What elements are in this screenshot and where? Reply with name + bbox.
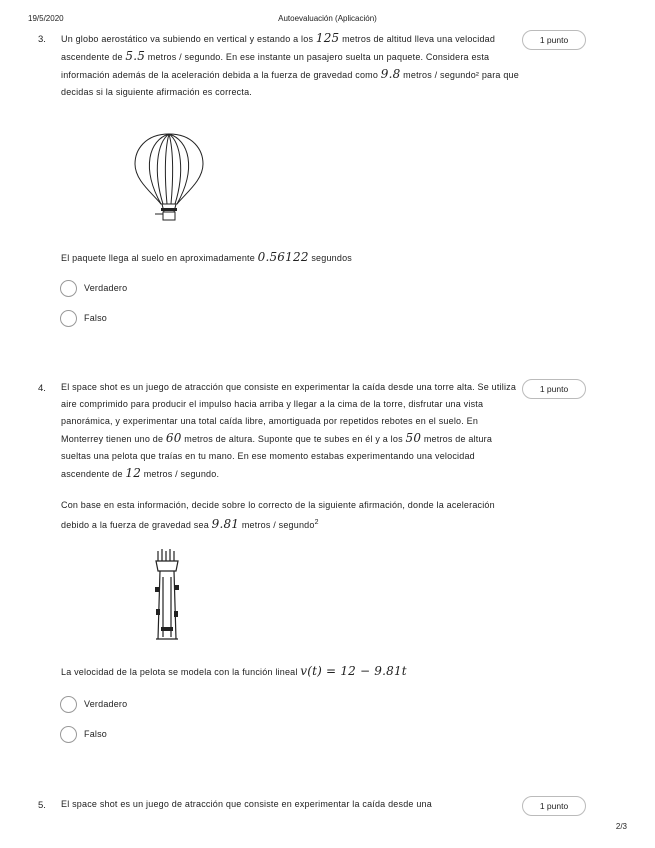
radio-button[interactable]	[60, 310, 77, 327]
math-number: 9.8	[380, 67, 401, 81]
math-number: 0.56122	[257, 250, 309, 264]
text-part: El space shot es un juego de atracción que consiste en experimentar la caída desde una torre alta. Se utiliza aire comprimido para producir el impulso hacia arriba y llegar a la cima de la torre, disfrutar una vista panorámica, y experimentar una total caída libre, amortiguada por repetidos rebotes en el suelo. En Monterrey tienen uno de	[61, 382, 517, 444]
superscript: 2	[314, 519, 319, 526]
option-label: Falso	[84, 313, 108, 323]
points-badge: 1 punto	[522, 796, 586, 816]
math-number: 12	[125, 466, 142, 480]
text-part: metros de altura sueltas una pelota que traías en tu mano. En ese momento estabas experimentando una velocidad ascendente de	[61, 434, 493, 479]
question-number: 5.	[38, 800, 46, 811]
question-text	[61, 379, 521, 483]
text-part: metros / segundo. En ese instante un pasajero suelta un paquete. Considera esta información además de la aceleración debida a la fuerza de gravedad como	[61, 52, 490, 80]
option-label: Verdadero	[84, 283, 128, 293]
space-shot-tower-icon	[152, 547, 182, 643]
question-text: El space shot es un juego de atracción que consiste en experimentar la caída desde una	[61, 799, 432, 809]
text-part: metros / segundo² para que decidas si la siguiente afirmación es correcta.	[61, 70, 519, 97]
text-part: Con base en esta información, decide sobre lo correcto de la siguiente afirmación, donde la aceleración debido a la fuerza de gravedad sea	[61, 500, 495, 530]
math-number: 5.5	[125, 49, 146, 63]
text-part: El paquete llega al suelo en aproximadamente	[61, 253, 258, 263]
hot-air-balloon-icon	[133, 132, 205, 224]
radio-button[interactable]	[60, 726, 77, 743]
math-number: 60	[165, 431, 182, 445]
text-part: La velocidad de la pelota se modela con la función lineal	[61, 667, 301, 677]
text-part: Un globo aerostático va subiendo en vertical y estando a los	[61, 34, 316, 44]
radio-button[interactable]	[60, 696, 77, 713]
points-badge: 1 punto	[522, 379, 586, 399]
math-number: 50	[405, 431, 422, 445]
question-number: 3.	[38, 34, 46, 45]
math-number: 125	[315, 31, 340, 45]
question-statement	[61, 250, 352, 264]
question-text	[61, 30, 521, 101]
radio-button[interactable]	[60, 280, 77, 297]
text-part: metros / segundo	[239, 520, 315, 530]
question-number: 4.	[38, 383, 46, 394]
math-formula: v(t) = 12 − 9.81t	[300, 664, 407, 678]
question-text-2	[61, 497, 521, 534]
page-number: 2/3	[615, 822, 627, 831]
question-statement	[61, 664, 407, 678]
header-title: Autoevaluación (Aplicación)	[278, 14, 377, 23]
text-part: metros de altitud lleva una velocidad ascendente de	[61, 34, 496, 62]
option-label: Verdadero	[84, 699, 128, 709]
text-part: metros de altura. Suponte que te subes en él y a los	[181, 434, 406, 444]
header-date: 19/5/2020	[28, 14, 64, 23]
option-label: Falso	[84, 729, 108, 739]
points-badge: 1 punto	[522, 30, 586, 50]
math-number: 9.81	[211, 517, 240, 531]
text-part: metros / segundo.	[141, 469, 220, 479]
text-part: segundos	[308, 253, 352, 263]
